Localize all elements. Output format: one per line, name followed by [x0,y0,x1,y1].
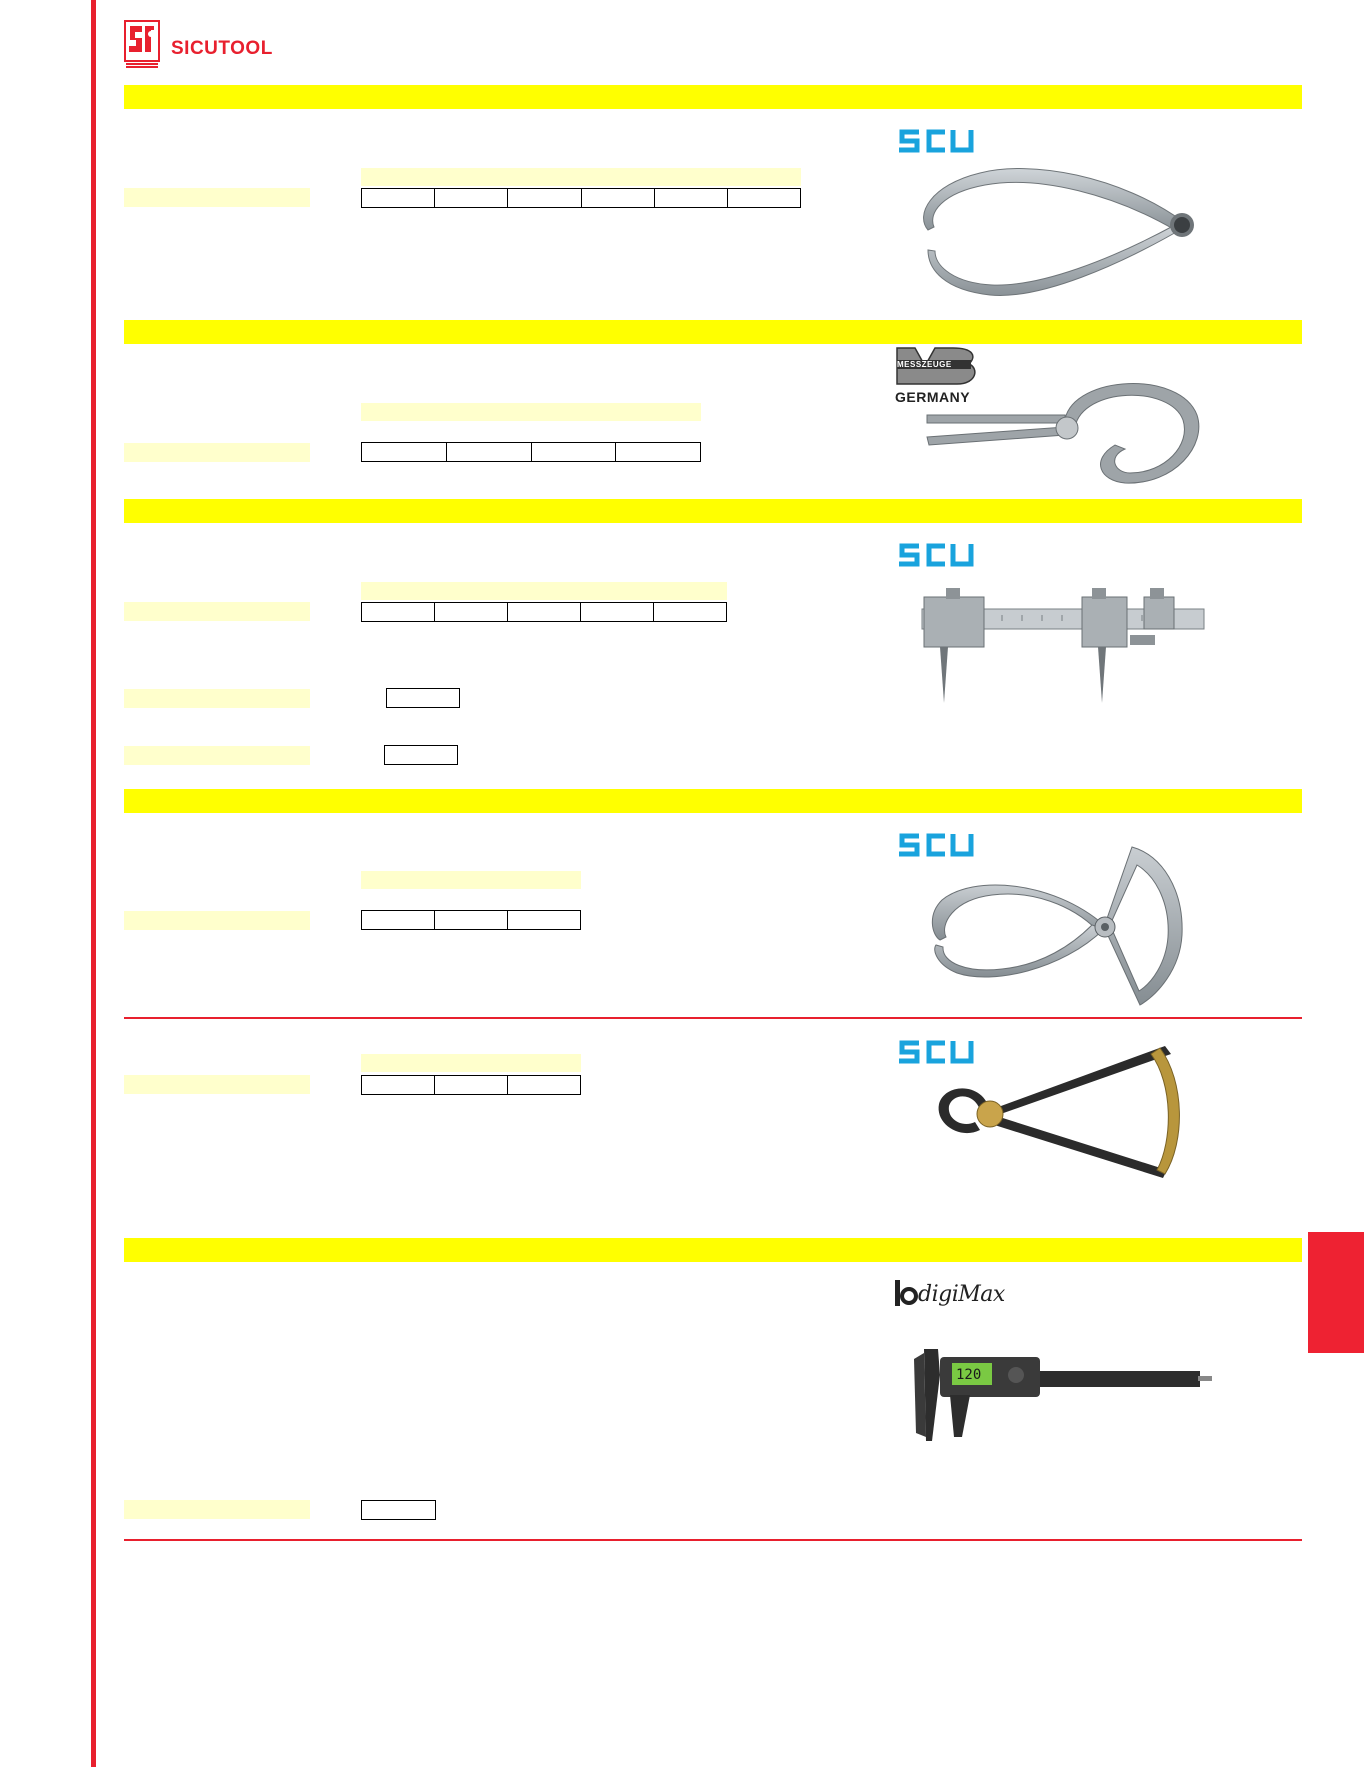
size-header-2 [361,403,701,421]
size-table-1 [361,188,801,208]
size-table-3 [361,602,727,622]
size-table-2 [361,442,701,462]
row-label-5 [124,746,310,765]
size-header-6 [361,871,581,889]
size-header-3 [361,582,727,600]
brand-name: SICUTOOL [171,38,273,59]
scu-logo-icon [897,542,977,573]
thickness-gauge-caliper-icon [935,1042,1185,1182]
size-table-7 [361,1075,581,1095]
section-band-1 [124,85,1302,109]
row-label-1 [124,188,310,207]
size-header-1 [361,168,801,186]
section-band-3 [124,499,1302,523]
row-label-4 [124,689,310,708]
outside-caliper-icon [920,155,1205,310]
section-divider [124,1017,1302,1019]
section-band-6 [124,789,1302,813]
size-table-6 [361,910,581,930]
digimax-logo-icon [895,1280,915,1306]
beam-trammel-icon [922,585,1207,710]
mb-brand-top: MESSZEUGE [897,360,952,369]
size-table-4 [386,688,460,708]
row-label-3 [124,602,310,621]
sicutool-logo-icon [124,20,164,70]
row-label-2 [124,443,310,462]
digimax-brand: digiMax [918,1282,1005,1307]
caliper-display-reading: 120 [956,1367,982,1383]
dial-caliper-icon [932,845,1192,1015]
digital-caliper-icon [910,1345,1220,1450]
size-table-8 [361,1500,436,1520]
section-band-2 [124,320,1302,344]
size-header-7 [361,1054,581,1072]
row-label-7 [124,1075,310,1094]
section-band-8 [124,1238,1302,1262]
row-label-8 [124,1500,310,1519]
row-label-6 [124,911,310,930]
section-end-rule [124,1539,1302,1541]
mb-brand-bottom: GERMANY [895,389,971,405]
size-table-5 [384,745,458,765]
spring-caliper-icon [925,375,1205,495]
page-margin-bar [91,0,96,1767]
chapter-tab [1308,1232,1364,1353]
